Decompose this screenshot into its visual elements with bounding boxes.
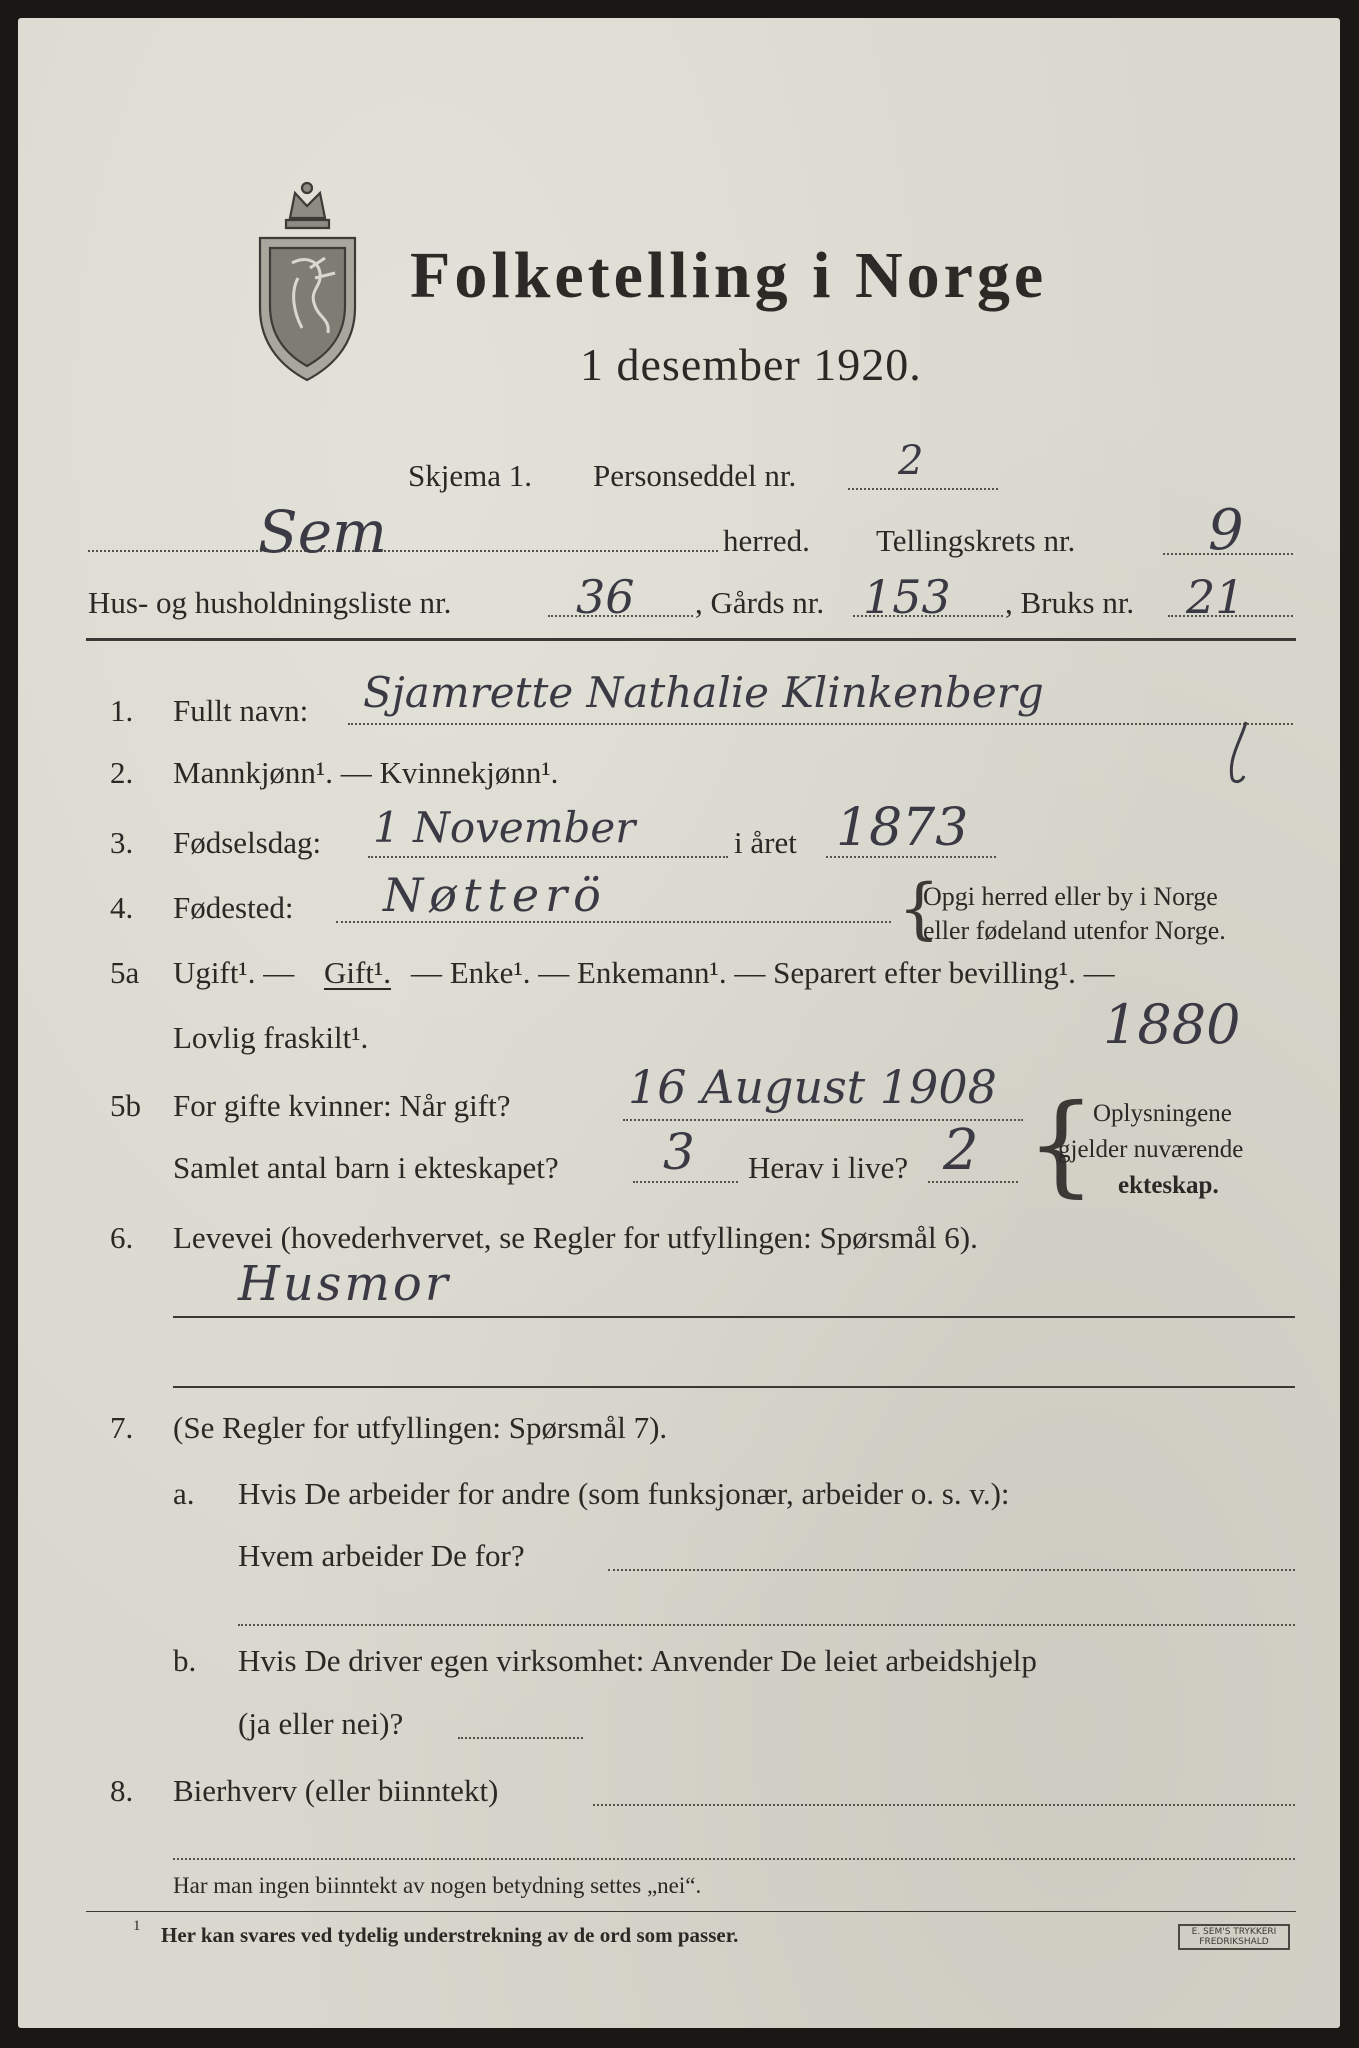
q5b-brace: { <box>1026 1080 1096 1208</box>
q7a-letter: a. <box>173 1476 195 1511</box>
q5a-line2: Lovlig fraskilt¹. <box>173 1020 369 1055</box>
q4-note-line2: eller fødeland utenfor Norge. <box>923 916 1226 945</box>
q1-number: 1. <box>110 693 134 728</box>
q2-number: 2. <box>110 755 134 790</box>
footnote-text: Her kan svares ved tydelig understrekning av de ord som passer. <box>161 1923 739 1947</box>
q5a-number: 5a <box>110 955 140 990</box>
q8-answer-line <box>593 1804 1295 1806</box>
q5a-ugift: Ugift¹. — <box>173 955 295 990</box>
q4-number: 4. <box>110 890 134 925</box>
q7b-answer-line <box>458 1737 583 1739</box>
q5b-alive-label: Herav i live? <box>748 1150 909 1185</box>
q3-value: 1 November <box>373 803 636 852</box>
q5a-gift: Gift¹. <box>324 955 391 990</box>
page-title: Folketelling i Norge <box>410 239 1048 312</box>
q5a-margin-note: 1880 <box>1103 993 1241 1056</box>
q3-line <box>368 856 728 858</box>
q5b-note-line1: Oplysningene <box>1093 1100 1232 1127</box>
q2-label: Mannkjønn¹. — Kvinnekjønn¹. <box>173 755 559 790</box>
personseddel-label: Personseddel nr. <box>593 458 797 493</box>
q3-number: 3. <box>110 825 134 860</box>
personseddel-line <box>848 488 998 490</box>
coat-of-arms-icon <box>250 178 365 388</box>
q8-label: Bierhverv (eller biinntekt) <box>173 1773 499 1808</box>
q5b-value: 16 August 1908 <box>628 1060 997 1114</box>
q4-note-line1: Opgi herred eller by i Norge <box>923 882 1218 911</box>
page-subtitle: 1 desember 1920. <box>580 339 922 390</box>
census-form-page <box>18 18 1340 2028</box>
q4-label: Fødested: <box>173 890 294 925</box>
q7b-line2: (ja eller nei)? <box>238 1706 404 1741</box>
q5b-note-line3: ekteskap. <box>1118 1172 1219 1199</box>
schema-label: Skjema 1. <box>408 458 532 493</box>
q5b-children-label: Samlet antal barn i ekteskapet? <box>173 1150 559 1185</box>
bruks-value: 21 <box>1186 570 1245 624</box>
q3-year-label: i året <box>734 825 797 860</box>
q7-label: (Se Regler for utfyllingen: Spørsmål 7). <box>173 1410 668 1445</box>
q6-label: Levevei (hovederhvervet, se Regler for utfyllingen: Spørsmål 6). <box>173 1220 978 1255</box>
q7a-line2: Hvem arbeider De for? <box>238 1538 525 1573</box>
q5a-rest: — Enke¹. — Enkemann¹. — Separert efter bevilling¹. — <box>411 955 1115 990</box>
header-divider <box>86 638 1296 641</box>
q1-value: Sjamrette Nathalie Klinkenberg <box>363 668 1044 717</box>
q7b-letter: b. <box>173 1643 197 1678</box>
q7a-answer-line <box>608 1569 1295 1571</box>
q3-year-value: 1873 <box>836 798 969 858</box>
q5b-children-line <box>633 1181 738 1183</box>
footer-divider <box>86 1911 1296 1912</box>
q8-answer-line2 <box>173 1858 1295 1860</box>
q6-line2 <box>173 1386 1295 1388</box>
q4-brace: { <box>898 870 940 947</box>
herred-label: herred. <box>723 523 810 558</box>
personseddel-value: 2 <box>898 438 924 484</box>
q7a-answer-line2 <box>238 1624 1295 1626</box>
q1-label: Fullt navn: <box>173 693 309 728</box>
gards-label: , Gårds nr. <box>695 585 825 620</box>
q4-value: Nøtterö <box>383 868 607 922</box>
q6-number: 6. <box>110 1220 134 1255</box>
q5b-label: For gifte kvinner: Når gift? <box>173 1088 511 1123</box>
tellingskrets-label: Tellingskrets nr. <box>876 523 1076 558</box>
herred-value: Sem <box>258 498 388 566</box>
q7b-line1: Hvis De driver egen virksomhet: Anvender De leiet arbeidshjelp <box>238 1643 1037 1678</box>
herred-line <box>88 550 718 552</box>
q7a-line1: Hvis De arbeider for andre (som funksjonær, arbeider o. s. v.): <box>238 1476 1010 1511</box>
bruks-label: , Bruks nr. <box>1005 585 1135 620</box>
q5b-number: 5b <box>110 1088 141 1123</box>
q6-line1 <box>173 1316 1295 1318</box>
q2-underline-mark <box>1218 718 1258 793</box>
printer-stamp: E. SEM'S TRYKKERI FREDRIKSHALD <box>1178 1924 1290 1950</box>
footer-note: Har man ingen biinntekt av nogen betydning settes „nei“. <box>173 1873 702 1898</box>
q5b-children-value: 3 <box>663 1123 695 1181</box>
q8-number: 8. <box>110 1773 134 1808</box>
q1-line <box>348 723 1293 725</box>
q3-label: Fødselsdag: <box>173 825 322 860</box>
hus-label: Hus- og husholdningsliste nr. <box>88 585 452 620</box>
gards-value: 153 <box>863 570 951 624</box>
q5b-alive-value: 2 <box>943 1118 979 1183</box>
hus-value: 36 <box>576 570 635 624</box>
q7-number: 7. <box>110 1410 134 1445</box>
tellingskrets-value: 9 <box>1208 498 1244 563</box>
footnote-mark: 1 <box>133 1918 141 1934</box>
q5b-note-line2: gjelder nuværende <box>1058 1136 1244 1163</box>
q6-value: Husmor <box>238 1256 451 1312</box>
